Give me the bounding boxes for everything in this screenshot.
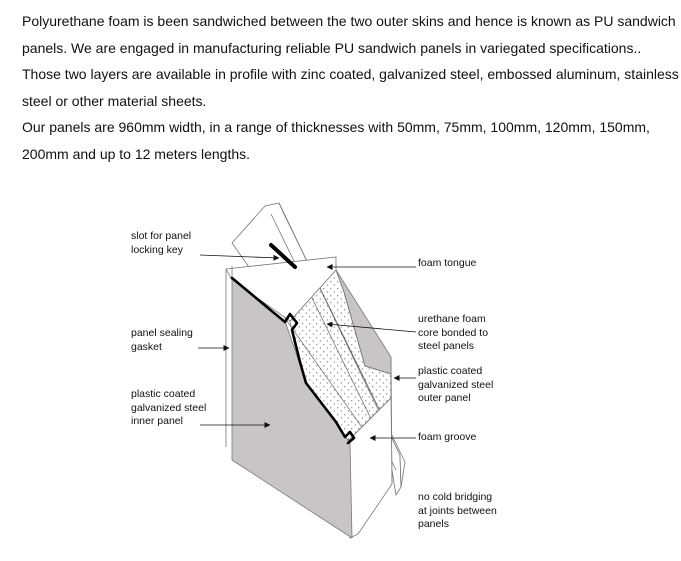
label-foam-tongue: foam tongue: [418, 257, 477, 269]
label-outer-panel: plastic coated galvanized steel outer panel: [418, 365, 494, 404]
label-inner-panel: plastic coated galvanized steel inner panel: [131, 388, 207, 427]
intro-line: Polyurethane foam is been sandwiched between the two outer skins and hence is known as PU sandwich: [22, 13, 676, 29]
intro-line: Those two layers are available in profile with zinc coated, galvanized steel, embossed aluminum, stainless: [22, 66, 679, 83]
intro-line: Our panels are 960mm width, in a range of thicknesses with 50mm, 75mm, 100mm, 120mm, 150mm,: [22, 119, 650, 136]
intro-line: 200mm and up to 12 meters lengths.: [22, 145, 251, 162]
label-gasket: panel sealing gasket: [131, 327, 193, 353]
intro-line: steel or other material sheets.: [22, 92, 207, 109]
label-slot: slot for panel locking key: [131, 230, 192, 256]
intro-line: panels. We are engaged in manufacturing reliable PU sandwich panels in variegated specifications..: [22, 39, 642, 56]
label-foam-groove: foam groove: [418, 431, 477, 443]
label-urethane-core: urethane foam core bonded to steel panels: [418, 313, 489, 352]
label-no-cold-bridging: no cold bridging at joints between panels: [418, 491, 497, 530]
